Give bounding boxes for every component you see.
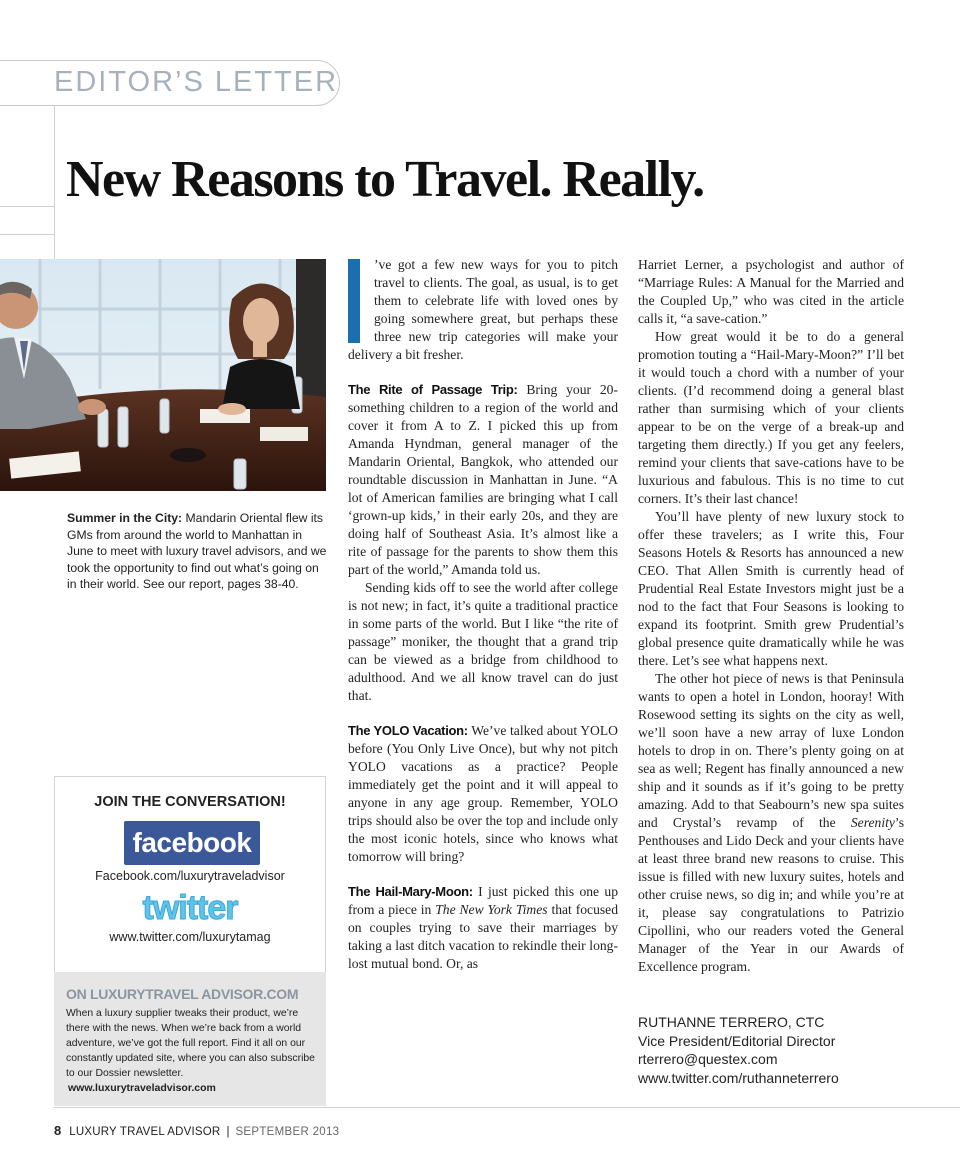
frame-rule-horizontal — [0, 206, 54, 207]
col2-text-4a: The other hot piece of news is that Peninsula wants to open a hotel in London, hooray! With Rosewood setting its sights on the city as well, we’ll soon have a new array of luxe London hotels to drop in on. There’s plenty going on at sea as well; Regent has finally announced a new ship and it sounds as if it’s going to be pretty amazing. Add to that Seabourn’s new spa suites and Crystal’s revamp of the — [638, 671, 904, 830]
frame-rule-horizontal — [0, 234, 54, 235]
rite-paragraph-2: Sending kids off to see the world after college is not new; in fact, it’s quite a traditional practice in some parts of the world. But I like “the rite of passage” moniker, the thought that a grand trip can be viewed as a bridge from childhood to adulthood. And we all know travel can do just that. — [348, 580, 618, 703]
publication-name: LUXURY TRAVEL ADVISOR — [69, 1126, 221, 1138]
rite-paragraph — [348, 381, 618, 579]
meeting-photo — [0, 259, 326, 491]
page-number: 8 — [54, 1123, 62, 1138]
author-title: Vice President/Editorial Director — [638, 1032, 836, 1049]
website-box-text: When a luxury supplier tweaks their product, we’re there with the news. When we’re back from a world adventure, we’ve got the full report. Find it all on our constantly updated site, where you can also subscribe to our Dossier newsletter. — [66, 1008, 315, 1079]
page-footer — [54, 1123, 339, 1138]
author-email[interactable]: rterrero@questex.com — [638, 1051, 778, 1067]
hail-paragraph — [348, 883, 618, 973]
website-box — [54, 972, 326, 1106]
yolo-subhead: The YOLO Vacation: — [348, 723, 468, 738]
facebook-logo-icon[interactable]: facebook — [124, 821, 260, 865]
col2-paragraph-1: Harriet Lerner, a psychologist and author of “Marriage Rules: A Manual for the Married and the Coupled Up,” who was cited in the article calls it, “a save-cation.” — [638, 257, 904, 326]
frame-rule-vertical — [54, 106, 55, 260]
website-box-title: ON LUXURYTRAVEL ADVISOR.COM — [66, 986, 299, 1002]
drop-cap — [348, 259, 360, 343]
col2-paragraph-3: You’ll have plenty of new luxury stock to offer these travelers; as I write this, Four Seasons Hotels & Resorts has announced a new CEO. That Allen Smith is currently head of Prudential Real Estate Investors might just be a nod to the fact that Four Seasons is looking to expand its footprint. Smith grew Prudential’s global presence quite dramatically while he was there. Let’s see what happens next. — [638, 509, 904, 668]
yolo-text: We’ve talked about YOLO before (You Only Live Once), but why not pitch YOLO vacations as a practice? People immediately get the point and it will appeal to anyone in any age group. Remember, YOLO trips should also be over the top and include only the most iconic hotels, since who knows what tomorrow will bring? — [348, 723, 618, 864]
article-column-2 — [638, 256, 904, 976]
hail-text-2: that focused on couples trying to save their marriages by taking a last ditch vacation to rekindle their long-lost mutual bond. Or, as — [348, 902, 618, 971]
caption-text: Mandarin Oriental flew its GMs from around the world to Manhattan in June to meet with luxury travel advisors, and we took the opportunity to find out what’s going on in their world. See our report, pages 38-40. — [67, 511, 327, 591]
hail-text-1: I just picked this one up from a piece in — [348, 884, 618, 917]
signature-block — [638, 1013, 839, 1087]
author-twitter[interactable]: www.twitter.com/ruthanneterrero — [638, 1069, 839, 1086]
rite-subhead: The Rite of Passage Trip: — [348, 382, 518, 397]
footer-separator: | — [226, 1126, 230, 1138]
facebook-url[interactable]: Facebook.com/luxurytraveladvisor — [95, 869, 285, 883]
website-url[interactable]: www.luxurytraveladvisor.com — [68, 1082, 216, 1094]
caption-lead: Summer in the City: — [67, 511, 183, 525]
intro-paragraph — [348, 256, 618, 364]
headline: New Reasons to Travel. Really. — [66, 151, 704, 208]
section-label: EDITOR’S LETTER — [54, 66, 339, 98]
article-column-1 — [348, 256, 618, 973]
serenity-name: Serenity — [850, 815, 895, 830]
photo-caption — [67, 510, 329, 593]
col2-paragraph-4 — [638, 670, 904, 976]
rite-text: Bring your 20-something children to a region of the world and cover it from A to Z. I picked this up from Amanda Hyndman, general manager of the Mandarin Oriental, Bangkok, who attended our roundtable discussion in Manhattan in June. “A lot of American families are bringing what I call ‘grown-up kids,’ in their early 20s, and they are doing half of Southeast Asia. It’s almost like a rite of passage for the parents to show them this part of the world,” Amanda told us. — [348, 382, 618, 577]
col2-text-4b: ’s Penthouses and Lido Deck and your clients have at least three brand new reasons to cruise. This issue is filled with new luxury suites, hotels and other cruise news, so dig in; and while you’re at it, please say congratulations to Patrizio Cipollini, who our readers voted the General Manager of the Year in our Awards of Excellence program. — [638, 815, 904, 974]
intro-text: ’ve got a few new ways for you to pitch travel to clients. The goal, as usual, is to get them to celebrate life with loved ones by going somewhere great, but perhaps these three new trip categories will make your delivery a bit fresher. — [348, 257, 618, 362]
hail-subhead: The Hail-Mary-Moon: — [348, 884, 473, 899]
footer-rule — [54, 1107, 960, 1108]
author-name: RUTHANNE TERRERO, CTC — [638, 1014, 825, 1030]
issue-date: SEPTEMBER 2013 — [235, 1126, 340, 1138]
social-box — [54, 776, 326, 972]
col2-paragraph-2: How great would it be to do a general promotion touting a “Hail-Mary-Moon?” I’ll bet it would touch a chord with a number of your clients. (I’d recommend doing a general blast rather than surmising which of your clients appear to be on the verge of a break-up and targeting them directly.) If you get any feelers, remind your clients that save-cations have to be luxurious and fabulous. This is no time to cut corners. It’s their last chance! — [638, 329, 904, 506]
twitter-url[interactable]: www.twitter.com/luxurytamag — [109, 930, 271, 944]
twitter-logo-icon[interactable]: twitter — [142, 889, 238, 927]
yolo-paragraph — [348, 722, 618, 866]
nyt-title: The New York Times — [435, 902, 548, 917]
social-box-title: JOIN THE CONVERSATION! — [94, 794, 286, 810]
